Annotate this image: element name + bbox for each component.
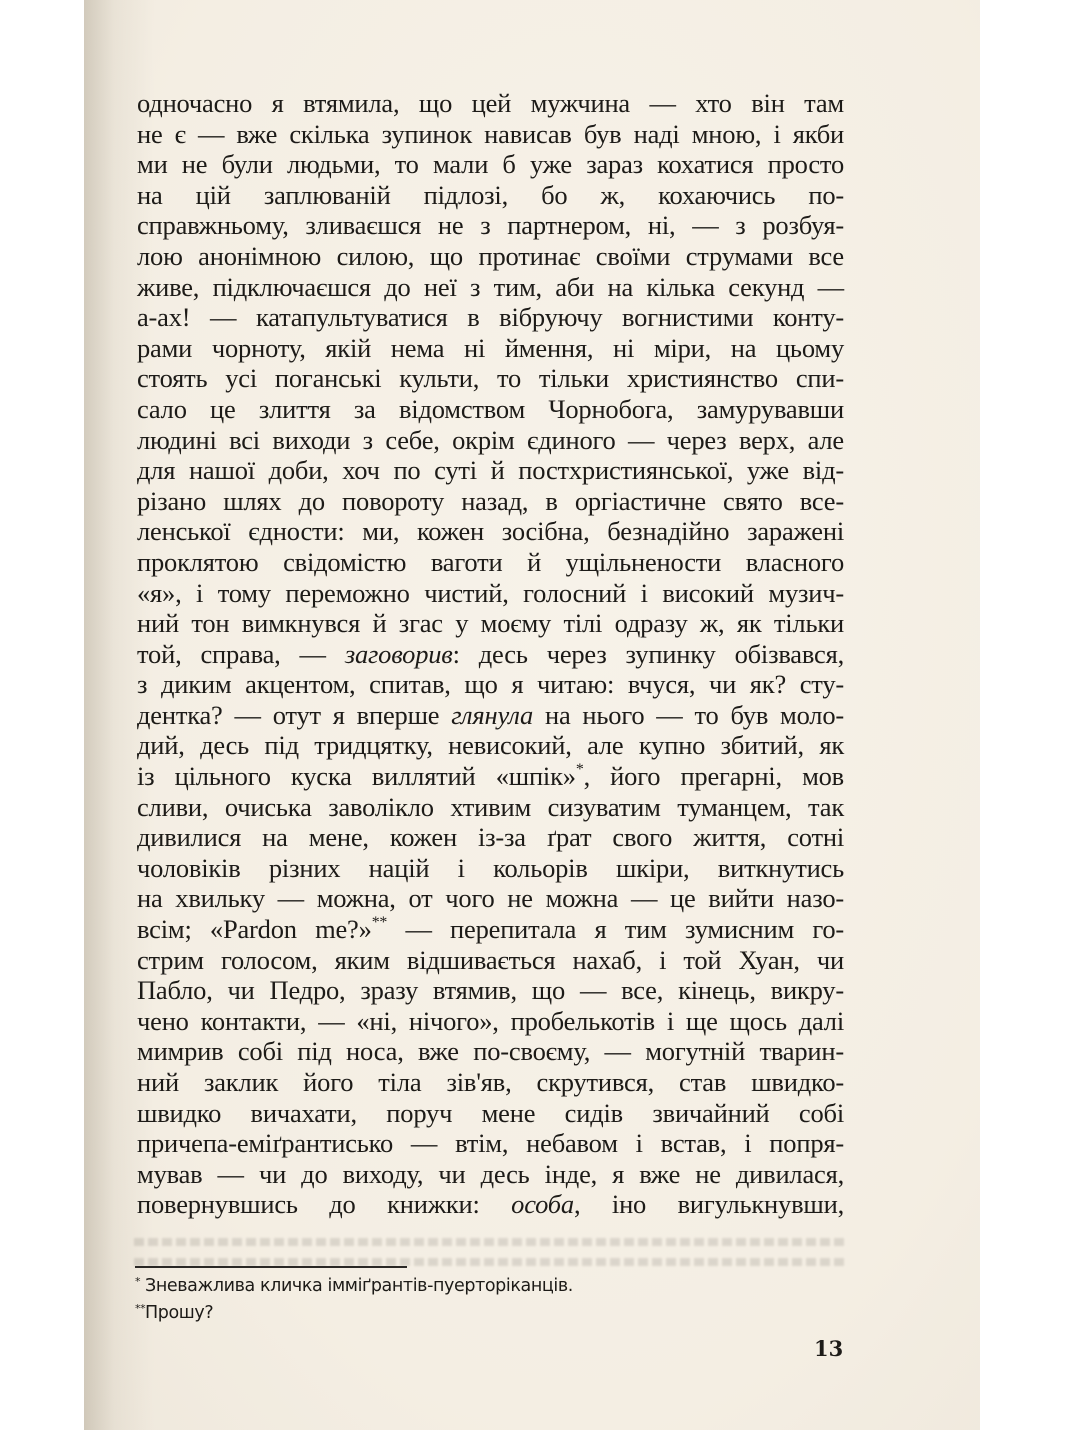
footnote-mark: ** <box>135 1301 146 1315</box>
text-line-content: лою анонімною силою, що протинає своїми струмами все <box>137 240 844 271</box>
text-line-content: мимрив собі під носа, вже по-своєму, — могутній тварин- <box>137 1036 844 1067</box>
footnote-reference: * <box>575 760 584 778</box>
text-line-content: Пабло, чи Педро, зразу втямив, що — все, кінець, викру- <box>137 975 844 1006</box>
text-run: на нього — то був моло- <box>533 699 844 730</box>
bleed-through-text <box>134 1232 844 1276</box>
italic-emphasis: глянула <box>451 699 534 730</box>
text-run: із цільного куска виллятий «шпік» <box>137 761 576 792</box>
text-line <box>137 516 844 547</box>
text-run: той, справа, — <box>137 638 345 669</box>
text-line-content: ленської єдности: ми, кожен зосібна, безнадійно заражені <box>137 516 844 547</box>
italic-emphasis: особа <box>511 1189 574 1220</box>
text-line-content: не є — вже скілька зупинок нависав був наді мною, і якби <box>137 118 844 149</box>
text-line-content: на цій заплюваній підлозі, бо ж, кохаючись по- <box>137 179 844 210</box>
text-line-content: рами чорноту, якій нема ні ймення, ні міри, на цьому <box>137 332 844 363</box>
text-line-content: чоловіків різних націй і кольорів шкіри, виткнутись <box>137 852 844 883</box>
text-line-content: сливи, очиська заволікло хтивим сизуватим туманцем, так <box>137 791 844 822</box>
text-line <box>137 302 844 333</box>
footnote-divider <box>135 1266 407 1268</box>
footnote-text: Зневажлива кличка імміґрантів-пуерторіканців. <box>145 1276 573 1296</box>
text-line <box>137 88 844 119</box>
text-line <box>137 363 844 394</box>
text-line <box>137 822 844 853</box>
text-line <box>137 761 844 792</box>
text-line-content: причепа-еміґрантисько — втім, небавом і встав, і попря- <box>137 1128 844 1159</box>
text-line <box>137 608 844 639</box>
text-line-content: проклятою свідомістю ваготи й ущільнености власного <box>137 546 844 577</box>
text-line <box>137 394 844 425</box>
page-number: 13 <box>814 1336 844 1361</box>
text-line-content: одночасно я втямила, що цей мужчина — хто він там <box>137 88 844 118</box>
footnote-2 <box>135 1298 573 1325</box>
text-run: , його прегарні, мов <box>583 761 844 792</box>
text-line-content: людині всі виходи з себе, окрім єдиного — через верх, але <box>137 424 844 455</box>
text-line-content: швидко вичахати, поруч мене сидів звичайний собі <box>137 1097 844 1128</box>
text-line <box>137 1159 844 1190</box>
text-line <box>137 333 844 364</box>
text-line-content: сало це злиття за відомством Чорнобога, замурувавши <box>137 393 844 424</box>
text-line-content: «я», і тому переможно чистий, голосний і високий музич- <box>137 577 844 608</box>
footnote-reference: ** <box>371 913 388 931</box>
text-line <box>137 1189 844 1220</box>
text-run: , іно вигулькнувши, <box>574 1189 844 1220</box>
text-line-content: справжньому, зливаєшся не з партнером, ні, — з розбуя- <box>137 210 844 241</box>
text-line-content: мував — чи до виходу, чи десь інде, я вже не дивилася, <box>137 1158 844 1189</box>
text-line-content: ми не були людьми, то мали б уже зараз кохатися просто <box>137 149 844 180</box>
text-line <box>137 1006 844 1037</box>
text-run: : десь через зупинку обізвався, <box>452 638 845 669</box>
text-line-content: дивилися на мене, кожен із-за ґрат свого життя, сотні <box>137 822 844 853</box>
footnote-1 <box>135 1271 573 1298</box>
text-line <box>137 272 844 303</box>
text-line <box>137 792 844 823</box>
text-line <box>137 149 844 180</box>
text-line-content: стоять усі поганські культи, то тільки християнство спи- <box>137 363 844 394</box>
text-line <box>137 700 844 731</box>
text-line <box>137 455 844 486</box>
text-line <box>137 975 844 1006</box>
text-line-content: стрим голосом, яким відшивається нахаб, і той Хуан, чи <box>137 944 844 975</box>
text-line-content: ний тон вимкнувся й згас у моєму тілі одразу ж, як тільки <box>137 608 844 639</box>
text-line <box>137 180 844 211</box>
text-line <box>137 1098 844 1129</box>
text-line <box>137 1128 844 1159</box>
text-line <box>137 241 844 272</box>
footnote-text: Прошу? <box>145 1302 214 1323</box>
text-line <box>137 730 844 761</box>
text-line-content: ний заклик його тіла зів'яв, скрутився, став швидко- <box>137 1067 844 1097</box>
text-line <box>137 945 844 976</box>
text-line-content: чено контакти, — «ні, нічого», пробелькотів і ще щось далі <box>137 1005 844 1036</box>
text-line <box>137 639 844 670</box>
italic-emphasis: заговорив <box>344 638 453 669</box>
text-run: дентка? — отут я вперше <box>137 699 452 730</box>
body-text <box>137 88 844 1220</box>
text-line <box>137 578 844 609</box>
text-line <box>137 210 844 241</box>
text-line <box>137 669 844 700</box>
text-run: — перепитала я тим зумисним го- <box>387 914 845 945</box>
text-line <box>137 853 844 884</box>
text-line <box>137 486 844 517</box>
footnotes <box>135 1271 573 1324</box>
text-line <box>137 547 844 578</box>
text-line <box>137 1067 844 1098</box>
text-line <box>137 914 844 945</box>
text-line-content: на хвильку — можна, от чого не можна — це вийти назо- <box>137 883 844 914</box>
text-run: повернувшись до книжки: <box>137 1189 512 1220</box>
text-run: всім; «Pardon me?» <box>137 914 372 945</box>
text-line-content: для нашої доби, хоч по суті й постхристиянської, уже від- <box>137 455 844 486</box>
book-page <box>84 0 980 1430</box>
text-line-content: різано шлях до повороту назад, в оргіастичне свято все- <box>137 485 844 516</box>
text-line <box>137 1036 844 1067</box>
text-line <box>137 425 844 456</box>
text-line <box>137 883 844 914</box>
text-line-content: дий, десь під тридцятку, невисокий, але купно збитий, як <box>137 730 844 761</box>
text-line <box>137 119 844 150</box>
text-line-content: з диким акцентом, спитав, що я читаю: вчуся, чи як? сту- <box>137 669 844 700</box>
footnote-mark: * <box>135 1275 141 1288</box>
text-line-content: живе, підключаєшся до неї з тим, аби на кілька секунд — <box>137 271 844 302</box>
text-line-content: а-ах! — катапультуватися в вібруючу вогнистими конту- <box>137 302 844 333</box>
